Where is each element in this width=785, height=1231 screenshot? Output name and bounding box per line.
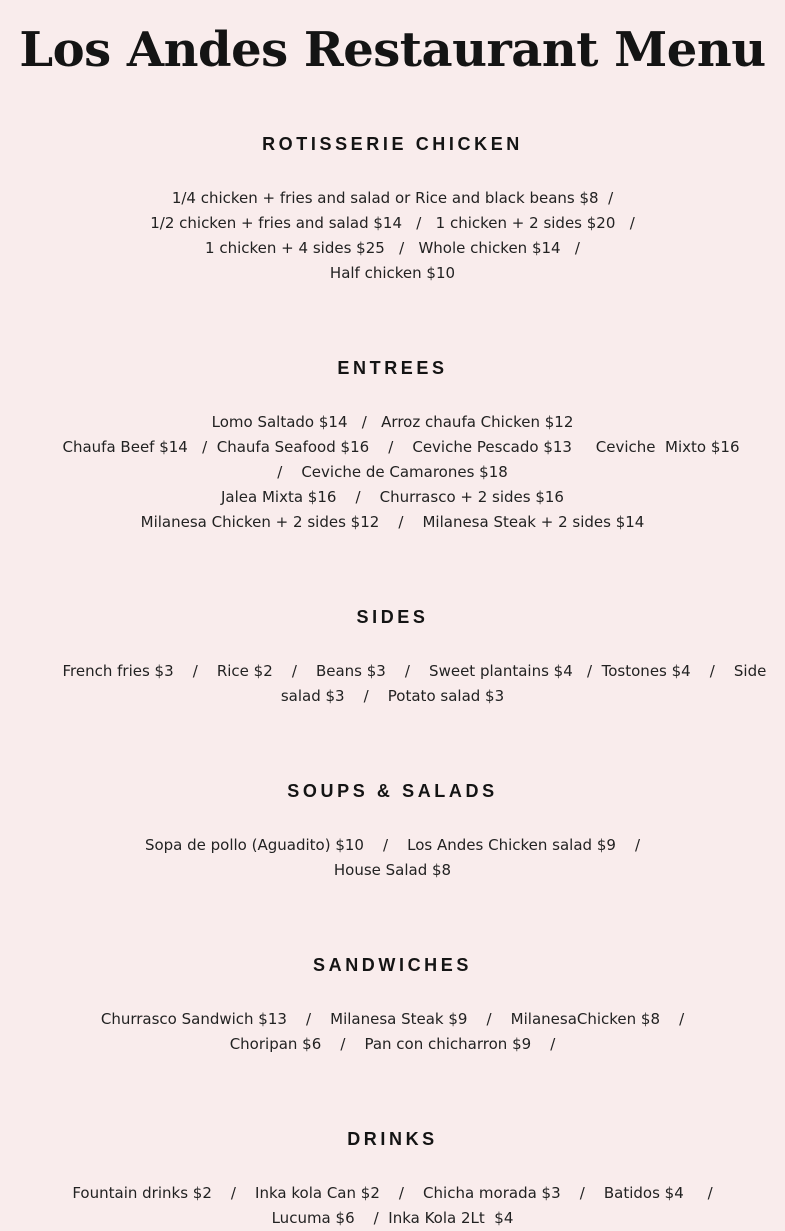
menu-line: Choripan $6 / Pan con chicharron $9 / — [229, 1035, 556, 1053]
menu-line: salad $3 / Potato salad $3 — [280, 687, 505, 705]
section-rotisserie-chicken — [0, 131, 785, 286]
section-heading: SOUPS & SALADS — [287, 781, 498, 801]
menu-line: French fries $3 / Rice $2 / Beans $3 / Sweet plantains $4 / Tostones $4 / Side — [62, 662, 767, 680]
menu-line: / Ceviche de Camarones $18 — [277, 463, 508, 481]
menu-line: 1 chicken + 4 sides $25 / Whole chicken $14 / — [205, 239, 580, 257]
menu-line: Churrasco Sandwich $13 / Milanesa Steak $9 / MilanesaChicken $8 / — [100, 1010, 685, 1028]
section-sides — [0, 604, 785, 709]
menu-line: 1/2 chicken + fries and salad $14 / 1 chicken + 2 sides $20 / — [150, 214, 635, 232]
page-title: Los Andes Restaurant Menu — [19, 22, 766, 78]
section-items — [62, 659, 767, 709]
section-items — [62, 410, 740, 535]
menu-line: Half chicken $10 — [329, 264, 456, 282]
section-drinks — [0, 1126, 785, 1231]
menu-line: Jalea Mixta $16 / Churrasco + 2 sides $16 — [221, 488, 564, 506]
section-heading: ENTREES — [337, 358, 448, 378]
menu-line: Fountain drinks $2 / Inka kola Can $2 / Chicha morada $3 / Batidos $4 / — [72, 1184, 713, 1202]
section-items — [63, 1181, 723, 1231]
menu-line: 1/4 chicken + fries and salad or Rice and black beans $8 / — [171, 189, 614, 207]
menu-line: Lomo Saltado $14 / Arroz chaufa Chicken $12 — [211, 413, 574, 431]
section-soups-salads — [0, 778, 785, 883]
section-heading: ROTISSERIE CHICKEN — [262, 134, 523, 154]
menu-line: Lucuma $6 / Inka Kola 2Lt $4 — [271, 1209, 514, 1227]
section-entrees — [0, 355, 785, 535]
section-items — [63, 186, 723, 286]
menu-line: Milanesa Chicken + 2 sides $12 / Milanesa Steak + 2 sides $14 — [140, 513, 645, 531]
section-heading: DRINKS — [347, 1129, 438, 1149]
section-heading: SANDWICHES — [312, 955, 472, 975]
menu-line: Sopa de pollo (Aguadito) $10 / Los Andes Chicken salad $9 / — [144, 836, 641, 854]
section-heading: SIDES — [356, 607, 429, 627]
menu-line: Chaufa Beef $14 / Chaufa Seafood $16 / Ceviche Pescado $13 Ceviche Mixto $16 — [62, 438, 740, 456]
section-sandwiches — [0, 952, 785, 1057]
section-items — [63, 833, 723, 883]
section-items — [63, 1007, 723, 1057]
menu-line: House Salad $8 — [333, 861, 452, 879]
